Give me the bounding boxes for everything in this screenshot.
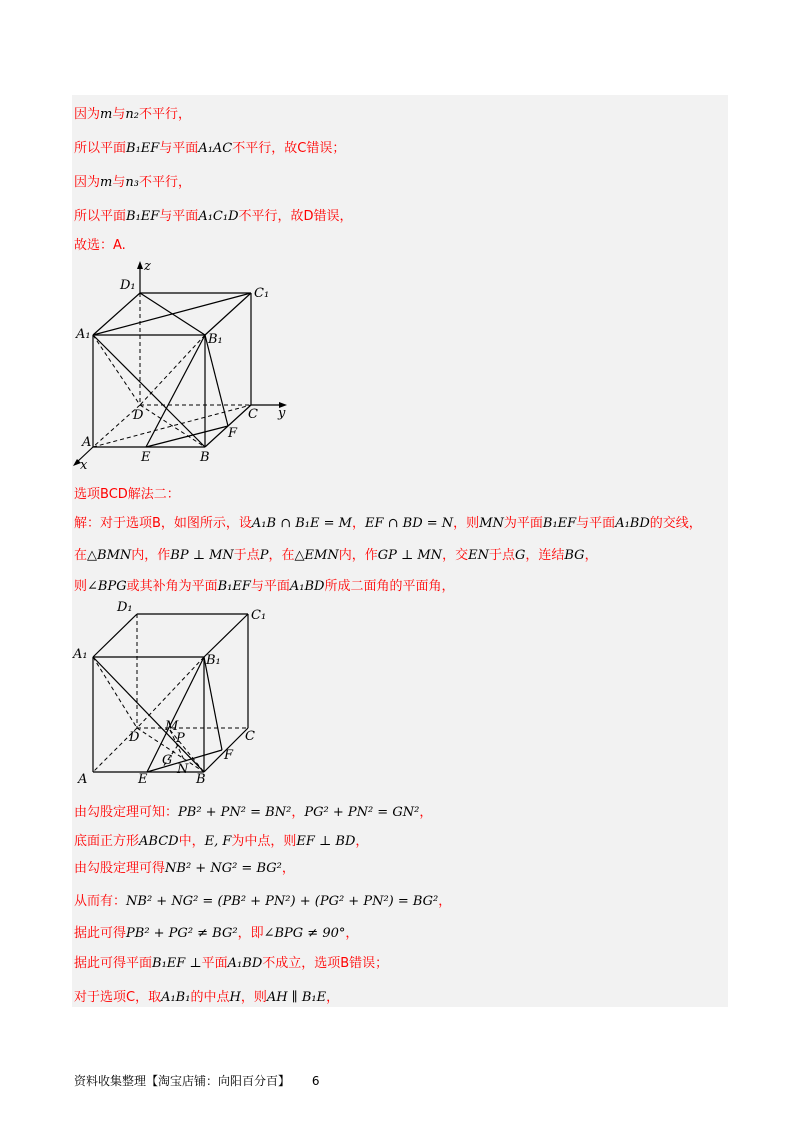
- label-C1: C₁: [251, 608, 267, 623]
- figure-1-cube-with-axes: [72, 255, 302, 475]
- math-expression: A₁AC: [198, 141, 233, 156]
- text-line: [74, 830, 368, 849]
- text-segment: 于点: [488, 548, 515, 563]
- text-segment: 所成二面角的平面角，: [324, 579, 455, 594]
- text-segment: ，则: [453, 516, 480, 531]
- label-A1: A₁: [73, 647, 88, 662]
- text-segment: 的交线，: [649, 516, 702, 531]
- text-segment: 选项BCD解法二：: [74, 487, 180, 502]
- math-expression: P: [259, 548, 269, 563]
- text-segment: 与平面: [250, 579, 290, 594]
- text-line: [74, 234, 126, 253]
- text-segment: 在: [74, 548, 88, 563]
- text-segment: 与平面: [576, 516, 616, 531]
- label-y: y: [278, 406, 286, 421]
- text-segment: 中，: [178, 834, 205, 849]
- text-segment: 不平行，: [138, 175, 191, 190]
- text-segment: 所以平面: [74, 209, 127, 224]
- text-segment: 由勾股定理可得: [74, 861, 166, 876]
- math-expression: A₁BD: [615, 516, 650, 531]
- math-expression: A₁B₁: [161, 990, 191, 1005]
- label-D1: D₁: [120, 278, 136, 293]
- math-expression: n₃: [125, 175, 139, 190]
- math-expression: BG: [564, 548, 585, 563]
- text-line: [74, 986, 339, 1005]
- math-expression: B₁EF: [217, 579, 251, 594]
- math-expression: A₁BD: [289, 579, 325, 594]
- label-A1: A₁: [76, 327, 91, 342]
- footer: [74, 1072, 319, 1089]
- label-E: E: [141, 450, 151, 465]
- text-line: [74, 857, 295, 876]
- label-M: M: [165, 719, 179, 734]
- text-segment: 对于选项C，取: [74, 990, 162, 1005]
- text-segment: ，: [419, 805, 433, 820]
- label-P: P: [176, 731, 185, 746]
- text-line: [74, 137, 345, 156]
- math-expression: B₁EF: [126, 141, 160, 156]
- text-segment: ，在: [268, 548, 295, 563]
- text-segment: 故选：A.: [74, 238, 126, 253]
- text-line: [74, 575, 455, 594]
- label-F: F: [224, 748, 234, 763]
- label-B1: B₁: [208, 332, 223, 347]
- math-expression: A₁C₁D: [198, 209, 239, 224]
- text-segment: 为平面: [503, 516, 543, 531]
- label-D: D: [133, 408, 144, 423]
- math-expression: AH ∥ B₁E: [266, 990, 327, 1005]
- text-line: [74, 922, 358, 941]
- text-segment: 的中点: [190, 990, 230, 1005]
- text-segment: ，: [291, 805, 305, 820]
- math-expression: A₁BD: [227, 956, 263, 971]
- text-line: [74, 544, 598, 563]
- text-line: [74, 171, 191, 190]
- text-segment: 因为: [74, 175, 101, 190]
- text-segment: 内，作: [338, 548, 378, 563]
- math-expression: ∠BPG: [87, 579, 127, 594]
- math-expression: BP ⊥ MN: [170, 548, 234, 563]
- math-expression: n₂: [125, 107, 139, 122]
- text-segment: ，: [355, 834, 369, 849]
- label-z: z: [144, 259, 151, 274]
- label-N: N: [177, 762, 189, 777]
- text-segment: 内，作: [131, 548, 171, 563]
- text-segment: 与: [112, 107, 126, 122]
- math-expression: GP ⊥ MN: [377, 548, 443, 563]
- label-E: E: [138, 772, 148, 787]
- text-line: [74, 952, 388, 971]
- label-B: B: [200, 450, 210, 465]
- math-expression: m: [100, 107, 113, 122]
- label-C1: C₁: [254, 286, 270, 301]
- math-expression: E, F: [204, 834, 232, 849]
- figure-2-cube-dihedral: [72, 595, 272, 790]
- math-expression: PG² + PN² = GN²: [304, 805, 420, 820]
- text-segment: 为中点，则: [231, 834, 297, 849]
- text-segment: 则: [74, 579, 88, 594]
- text-line: [74, 890, 451, 909]
- text-segment: 不平行，: [138, 107, 191, 122]
- text-segment: ，: [351, 516, 365, 531]
- text-segment: ，即: [237, 926, 264, 941]
- label-B: B: [196, 772, 206, 787]
- text-segment: ，: [326, 990, 340, 1005]
- text-segment: ，连结: [525, 548, 565, 563]
- text-line: [74, 205, 353, 224]
- text-segment: 解：对于选项B，如图所示，设: [74, 516, 252, 531]
- label-B1: B₁: [206, 653, 221, 668]
- label-A: A: [78, 772, 88, 787]
- text-segment: ，交: [442, 548, 469, 563]
- math-expression: MN: [479, 516, 504, 531]
- text-line: [74, 483, 180, 502]
- math-expression: △BMN: [87, 548, 132, 563]
- text-line: [74, 512, 702, 531]
- label-A: A: [82, 435, 92, 450]
- text-segment: 据此可得: [74, 926, 127, 941]
- math-expression: △EMN: [294, 548, 339, 563]
- text-segment: ，: [345, 926, 359, 941]
- text-segment: 或其补角为平面: [126, 579, 218, 594]
- math-expression: EF ⊥ BD: [296, 834, 356, 849]
- math-expression: A₁B ∩ B₁E = M: [251, 516, 352, 531]
- math-expression: EF ∩ BD = N: [364, 516, 454, 531]
- label-D1: D₁: [117, 600, 133, 615]
- text-segment: 由勾股定理可知：: [74, 805, 179, 820]
- text-segment: ，: [584, 548, 598, 563]
- text-segment: 不平行，故C错误；: [232, 141, 346, 156]
- label-x: x: [80, 458, 88, 473]
- math-expression: NB² + NG² = (PB² + PN²) + (PG² + PN²) = BG²: [126, 894, 439, 909]
- text-segment: ，则: [240, 990, 267, 1005]
- label-F: F: [228, 426, 238, 441]
- math-expression: B₁EF: [126, 209, 160, 224]
- math-expression: ∠BPG ≠ 90°: [263, 926, 346, 941]
- text-segment: 与平面: [159, 141, 199, 156]
- label-D: D: [129, 730, 140, 745]
- text-segment: 不成立，选项B错误；: [262, 956, 389, 971]
- text-segment: 不平行，故D错误，: [238, 209, 353, 224]
- math-expression: B₁EF: [542, 516, 577, 531]
- math-expression: m: [100, 175, 113, 190]
- text-segment: 所以平面: [74, 141, 127, 156]
- math-expression: B₁EF ⊥: [152, 956, 202, 971]
- text-segment: 与: [112, 175, 126, 190]
- text-segment: 于点: [233, 548, 260, 563]
- label-C: C: [245, 729, 255, 744]
- text-line: [74, 103, 191, 122]
- footer-text: 资料收集整理【淘宝店铺：向阳百分百】: [74, 1074, 291, 1088]
- text-segment: 因为: [74, 107, 101, 122]
- text-segment: 从而有：: [74, 894, 127, 909]
- text-segment: ，: [281, 861, 295, 876]
- math-expression: NB² + NG² = BG²: [165, 861, 282, 876]
- math-expression: H: [229, 990, 241, 1005]
- text-segment: 据此可得平面: [74, 956, 153, 971]
- math-expression: EN: [468, 548, 489, 563]
- label-C: C: [248, 407, 258, 422]
- label-G: G: [162, 753, 173, 768]
- text-segment: 底面正方形: [74, 834, 140, 849]
- math-expression: G: [514, 548, 526, 563]
- text-segment: 与平面: [159, 209, 199, 224]
- text-line: [74, 801, 432, 820]
- math-expression: PB² + PN² = BN²: [178, 805, 292, 820]
- page-number: 6: [311, 1074, 320, 1088]
- math-expression: ABCD: [139, 834, 179, 849]
- text-segment: ，: [438, 894, 452, 909]
- math-expression: PB² + PG² ≠ BG²: [126, 926, 238, 941]
- text-segment: 平面: [201, 956, 228, 971]
